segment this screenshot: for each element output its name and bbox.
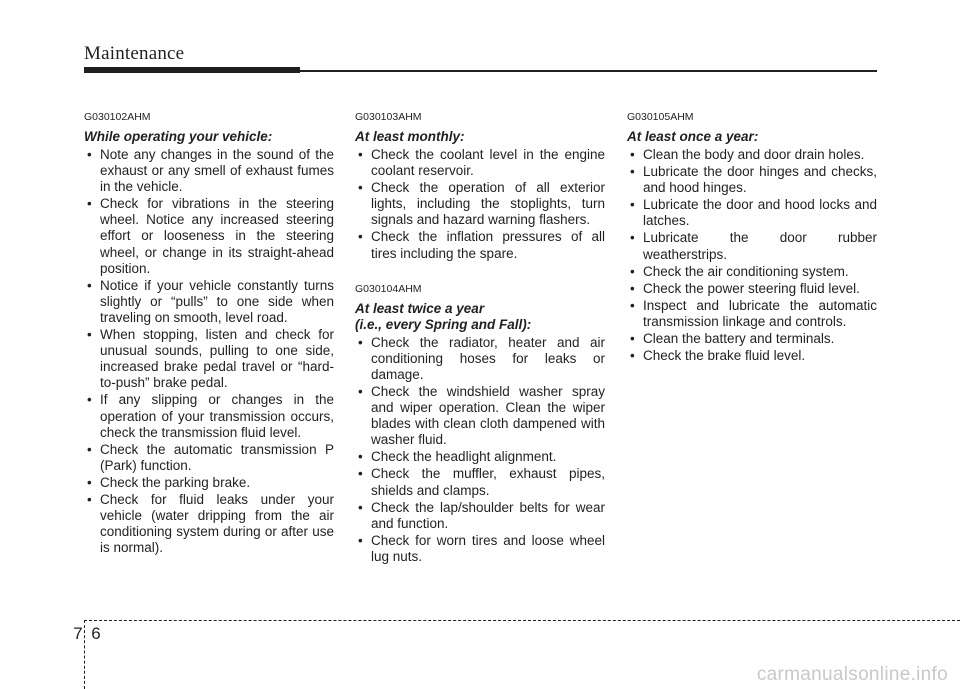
checklist-item: • Check for vibrations in the steering wheel. Notice any increased steering effort or looseness in the steering wheel, or change in its straight-ahead position. [84,196,334,276]
column-1 [84,111,334,557]
section-heading-line: At least once a year: [627,129,759,144]
checklist-item: • Clean the body and door drain holes. [627,147,877,163]
section-heading [355,301,605,333]
checklist-item: • Check the lap/shoulder belts for wear and function. [355,500,605,532]
column-3 [627,111,877,365]
checklist-item: • Check the radiator, heater and air conditioning hoses for leaks or damage. [355,335,605,383]
watermark: carmanualsonline.info [756,664,948,685]
section-code: G030102AHM [84,111,151,123]
checklist-item: • Lubricate the door and hood locks and latches. [627,197,877,229]
footer-rule [84,620,960,621]
checklist-item: • Check the brake fluid level. [627,348,877,364]
page-number [69,624,105,644]
checklist-item: • If any slipping or changes in the operation of your transmission occurs, check the transmission fluid level. [84,392,334,440]
checklist-item: • Check the parking brake. [84,475,334,491]
checklist-item: • Check the coolant level in the engine coolant reservoir. [355,147,605,179]
checklist [355,335,605,565]
section-code: G030104AHM [355,282,422,295]
section-heading [627,129,877,145]
section-heading [355,129,605,145]
checklist-item: • Lubricate the door hinges and checks, and hood hinges. [627,164,877,196]
section-once-a-year [627,111,877,364]
checklist-item: • Check the air conditioning system. [627,264,877,280]
checklist [355,147,605,262]
checklist [627,147,877,364]
checklist-item: • Note any changes in the sound of the exhaust or any smell of exhaust fumes in the vehicle. [84,147,334,195]
section-heading-line: (i.e., every Spring and Fall): [355,316,532,332]
section-heading-line: While operating your vehicle: [84,129,273,144]
section-heading-line: At least monthly: [355,129,465,144]
checklist-item: • Check for fluid leaks under your vehicle (water dripping from the air conditioning system during or after use is normal). [84,492,334,556]
checklist-item: • Check the power steering fluid level. [627,281,877,297]
header-bar-thick [84,67,300,73]
section-code: G030103AHM [355,111,422,123]
section-heading-line: At least twice a year [355,300,485,316]
checklist-item: • Inspect and lubricate the automatic transmission linkage and controls. [627,298,877,330]
header-rule [300,70,877,72]
checklist [84,147,334,556]
checklist-item: • Check for worn tires and loose wheel lug nuts. [355,533,605,565]
checklist-item: • Lubricate the door rubber weatherstrips. [627,230,877,262]
section-heading [84,129,334,145]
section-code: G030105AHM [627,111,694,123]
section-while-operating [84,111,334,556]
page-number-digit: 6 [91,624,101,643]
checklist-item: • Check the operation of all exterior lights, including the stoplights, turn signals and hazard warning flashers. [355,180,605,228]
checklist-item: • Check the inflation pressures of all tires including the spare. [355,229,605,261]
checklist-item: • When stopping, listen and check for unusual sounds, pulling to one side, increased brake pedal travel or “hard-to-push” brake pedal. [84,327,334,391]
checklist-item: • Check the automatic transmission P (Park) function. [84,442,334,474]
page-header-title: Maintenance [84,43,185,64]
section-monthly [355,111,605,262]
checklist-item: • Check the muffler, exhaust pipes, shields and clamps. [355,466,605,498]
checklist-item: • Check the windshield washer spray and wiper operation. Clean the wiper blades with clean cloth dampened with washer fluid. [355,384,605,448]
checklist-item: • Clean the battery and terminals. [627,331,877,347]
checklist-item: • Check the headlight alignment. [355,449,605,465]
page-number-digit: 7 [73,624,83,643]
section-twice-a-year [355,283,605,565]
column-2 [355,111,605,566]
checklist-item: • Notice if your vehicle constantly turns slightly or “pulls” to one side when traveling on smooth, level road. [84,278,334,326]
